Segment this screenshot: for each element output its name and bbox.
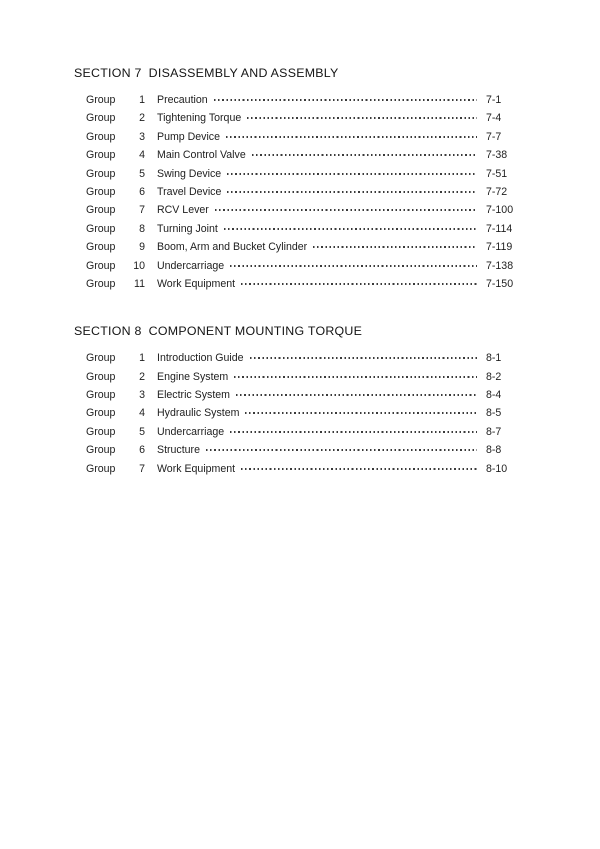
group-number: 7 (139, 462, 145, 475)
entry-page-number: 8-1 (486, 352, 502, 365)
entry-title: Introduction Guide (157, 352, 244, 365)
section-block-8 (74, 324, 534, 480)
entry-title: Structure (157, 444, 200, 457)
group-word: Group (86, 204, 116, 217)
entry-page-number: 7-100 (486, 204, 514, 217)
toc-entry[interactable] (74, 277, 534, 295)
entry-title: Tightening Torque (157, 112, 242, 125)
toc-entry[interactable] (74, 222, 534, 240)
toc-list-section-7 (74, 93, 534, 295)
group-word: Group (86, 149, 116, 162)
entry-title: Main Control Valve (157, 149, 246, 162)
entry-title: RCV Lever (157, 204, 209, 217)
entry-page-number: 8-10 (486, 462, 508, 475)
group-number: 1 (139, 352, 145, 365)
section-heading-8 (74, 324, 534, 338)
entry-title: Swing Device (157, 167, 222, 180)
group-word: Group (86, 259, 116, 272)
dot-leader (313, 240, 477, 250)
dot-leader (241, 462, 477, 472)
entry-page-number: 7-7 (486, 130, 502, 143)
group-number: 4 (139, 407, 145, 420)
group-number: 6 (139, 444, 145, 457)
group-number: 2 (139, 370, 145, 383)
group-word: Group (86, 389, 116, 402)
entry-page-number: 7-1 (486, 94, 502, 106)
group-word: Group (86, 462, 116, 475)
entry-title: Pump Device (157, 130, 220, 143)
entry-title: Undercarriage (157, 259, 225, 272)
entry-page-number: 7-72 (486, 185, 508, 198)
section-spacer (74, 295, 534, 324)
toc-content (74, 66, 534, 480)
group-number: 1 (139, 94, 145, 106)
dot-leader (214, 93, 477, 103)
group-number: 2 (139, 112, 145, 125)
group-number: 5 (139, 425, 145, 438)
entry-page-number: 8-2 (486, 370, 502, 383)
group-word: Group (86, 352, 116, 365)
group-word: Group (86, 130, 116, 143)
group-word: Group (86, 185, 116, 198)
group-word: Group (86, 425, 116, 438)
section-heading-7 (74, 66, 534, 80)
toc-entry[interactable] (74, 406, 534, 424)
group-word: Group (86, 167, 116, 180)
group-word: Group (86, 241, 116, 254)
group-word: Group (86, 444, 116, 457)
entry-title: Precaution (157, 94, 208, 106)
entry-page-number: 8-7 (486, 425, 502, 438)
group-word: Group (86, 112, 116, 125)
group-number: 3 (139, 389, 145, 402)
entry-page-number: 7-150 (486, 277, 514, 290)
toc-entry[interactable] (74, 148, 534, 166)
dot-leader (234, 370, 477, 380)
entry-title: Engine System (157, 370, 229, 383)
dot-leader (252, 148, 477, 158)
toc-entry[interactable] (74, 167, 534, 185)
entry-title: Work Equipment (157, 277, 236, 290)
toc-entry[interactable] (74, 388, 534, 406)
entry-page-number: 8-8 (486, 444, 502, 457)
entry-page-number: 8-4 (486, 389, 502, 402)
toc-entry[interactable] (74, 185, 534, 203)
dot-leader (230, 425, 477, 435)
toc-entry[interactable] (74, 370, 534, 388)
group-number: 10 (133, 259, 145, 272)
section-title-8: COMPONENT MOUNTING TORQUE (148, 324, 363, 339)
section-title-7: DISASSEMBLY AND ASSEMBLY (148, 66, 339, 80)
entry-page-number: 7-114 (486, 222, 513, 235)
entry-page-number: 7-38 (486, 149, 508, 162)
toc-entry[interactable] (74, 259, 534, 277)
toc-entry[interactable] (74, 351, 534, 369)
dot-leader (206, 443, 477, 453)
group-word: Group (86, 407, 116, 420)
group-number: 5 (139, 167, 145, 180)
entry-page-number: 7-138 (486, 259, 514, 272)
toc-entry[interactable] (74, 462, 534, 480)
group-word: Group (86, 370, 116, 383)
group-word: Group (86, 277, 116, 290)
group-number: 4 (139, 149, 145, 162)
entry-title: Electric System (157, 389, 230, 402)
dot-leader (250, 351, 477, 361)
entry-title: Work Equipment (157, 462, 236, 475)
dot-leader (227, 167, 477, 177)
group-word: Group (86, 94, 116, 106)
toc-entry[interactable] (74, 93, 534, 111)
dot-leader (245, 406, 477, 416)
entry-page-number: 7-119 (486, 241, 513, 254)
group-number: 6 (139, 185, 145, 198)
group-word: Group (86, 222, 116, 235)
dot-leader (226, 130, 477, 140)
toc-entry[interactable] (74, 203, 534, 221)
toc-entry[interactable] (74, 111, 534, 129)
entry-title: Travel Device (157, 185, 222, 198)
dot-leader (227, 185, 477, 195)
group-number: 7 (139, 204, 145, 217)
entry-title: Undercarriage (157, 425, 225, 438)
group-number: 8 (139, 222, 145, 235)
toc-entry[interactable] (74, 240, 534, 258)
dot-leader (215, 203, 477, 213)
toc-entry[interactable] (74, 443, 534, 461)
group-number: 11 (134, 277, 145, 290)
group-number: 3 (139, 130, 145, 143)
entry-page-number: 8-5 (486, 407, 502, 420)
toc-entry[interactable] (74, 130, 534, 148)
toc-entry[interactable] (74, 425, 534, 443)
entry-page-number: 7-51 (486, 167, 508, 180)
section-block-7 (74, 66, 534, 295)
group-number: 9 (139, 241, 145, 254)
dot-leader (247, 111, 477, 121)
entry-title: Boom, Arm and Bucket Cylinder (157, 241, 308, 254)
dot-leader (241, 277, 477, 287)
dot-leader (224, 222, 477, 232)
dot-leader (236, 388, 477, 398)
entry-title: Hydraulic System (157, 407, 240, 420)
section-label-8: SECTION 8 (74, 324, 142, 339)
toc-list-section-8 (74, 351, 534, 480)
section-label-7: SECTION 7 (74, 66, 142, 80)
entry-title: Turning Joint (157, 222, 218, 235)
entry-page-number: 7-4 (486, 112, 502, 125)
dot-leader (230, 259, 477, 269)
